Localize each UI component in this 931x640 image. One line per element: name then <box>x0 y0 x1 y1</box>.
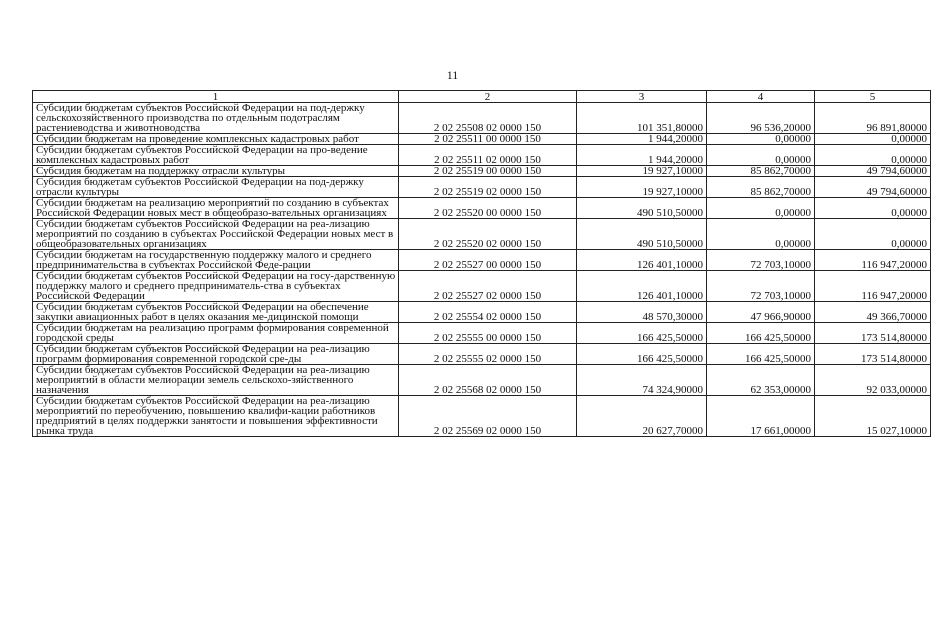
row-description: Субсидии бюджетам субъектов Российской Федерации на госу-дарственную поддержку малого и среднего предприниматель-ства в субъектах Российской Федерации <box>33 271 399 302</box>
row-description: Субсидии бюджетам на проведение комплексных кадастровых работ <box>33 134 399 145</box>
row-value-3: 101 351,80000 <box>577 103 707 134</box>
row-value-5: 0,00000 <box>815 145 931 166</box>
row-value-3: 48 570,30000 <box>577 302 707 323</box>
table-row <box>33 103 931 134</box>
page-number: 11 <box>446 68 459 82</box>
row-value-3: 490 510,50000 <box>577 219 707 250</box>
row-value-3: 126 401,10000 <box>577 250 707 271</box>
row-value-5: 173 514,80000 <box>815 323 931 344</box>
row-value-4: 166 425,50000 <box>707 344 815 365</box>
table-row <box>33 219 931 250</box>
row-value-3: 19 927,10000 <box>577 177 707 198</box>
row-value-4: 0,00000 <box>707 198 815 219</box>
table-row <box>33 396 931 437</box>
row-value-4: 72 703,10000 <box>707 250 815 271</box>
table-row <box>33 323 931 344</box>
table-row <box>33 302 931 323</box>
header-cell-1: 1 <box>33 91 399 103</box>
row-description: Субсидии бюджетам субъектов Российской Федерации на обеспечение закупки авиационных работ в целях оказания ме-дицинской помощи <box>33 302 399 323</box>
row-code: 2 02 25555 02 0000 150 <box>399 344 577 365</box>
row-description: Субсидии бюджетам на государственную поддержку малого и среднего предпринимательства в субъектах Российской Феде-рации <box>33 250 399 271</box>
row-value-4: 166 425,50000 <box>707 323 815 344</box>
row-description: Субсидии бюджетам субъектов Российской Федерации на реа-лизацию мероприятий по переобучению, повышению квалифи-кации работников предприятий в целях поддержки занятости и повышения эффективности рынка труда <box>33 396 399 437</box>
row-description: Субсидия бюджетам субъектов Российской Федерации на под-держку отрасли культуры <box>33 177 399 198</box>
row-value-4: 47 966,90000 <box>707 302 815 323</box>
table-row <box>33 365 931 396</box>
row-code: 2 02 25569 02 0000 150 <box>399 396 577 437</box>
table-row <box>33 271 931 302</box>
row-value-4: 0,00000 <box>707 219 815 250</box>
row-value-3: 1 944,20000 <box>577 134 707 145</box>
table-row <box>33 145 931 166</box>
row-value-3: 20 627,70000 <box>577 396 707 437</box>
row-value-4: 96 536,20000 <box>707 103 815 134</box>
row-value-5: 49 794,60000 <box>815 177 931 198</box>
header-cell-5: 5 <box>815 91 931 103</box>
row-value-3: 19 927,10000 <box>577 166 707 177</box>
row-value-5: 0,00000 <box>815 219 931 250</box>
row-value-5: 0,00000 <box>815 134 931 145</box>
row-value-5: 116 947,20000 <box>815 271 931 302</box>
row-code: 2 02 25511 00 0000 150 <box>399 134 577 145</box>
row-value-4: 62 353,00000 <box>707 365 815 396</box>
row-value-5: 173 514,80000 <box>815 344 931 365</box>
row-value-3: 1 944,20000 <box>577 145 707 166</box>
row-value-3: 74 324,90000 <box>577 365 707 396</box>
table-row <box>33 250 931 271</box>
table-row <box>33 166 931 177</box>
row-description: Субсидии бюджетам субъектов Российской Федерации на реа-лизацию мероприятий по созданию в субъектах Российской Федерации новых мест в общеобразовательных организациях <box>33 219 399 250</box>
row-value-5: 116 947,20000 <box>815 250 931 271</box>
header-cell-4: 4 <box>707 91 815 103</box>
row-code: 2 02 25519 02 0000 150 <box>399 177 577 198</box>
row-code: 2 02 25527 02 0000 150 <box>399 271 577 302</box>
row-description: Субсидии бюджетам субъектов Российской Федерации на под-держку сельскохозяйственного производства по отдельным подотраслям растениеводства и животноводства <box>33 103 399 134</box>
row-description: Субсидия бюджетам на поддержку отрасли культуры <box>33 166 399 177</box>
row-value-4: 17 661,00000 <box>707 396 815 437</box>
row-description: Субсидии бюджетам на реализацию мероприятий по созданию в субъектах Российской Федерации новых мест в общеобразо-вательных организациях <box>33 198 399 219</box>
row-value-5: 92 033,00000 <box>815 365 931 396</box>
row-value-3: 166 425,50000 <box>577 344 707 365</box>
row-value-5: 96 891,80000 <box>815 103 931 134</box>
row-code: 2 02 25519 00 0000 150 <box>399 166 577 177</box>
row-code: 2 02 25527 00 0000 150 <box>399 250 577 271</box>
row-code: 2 02 25520 00 0000 150 <box>399 198 577 219</box>
budget-table <box>32 90 931 437</box>
row-value-4: 85 862,70000 <box>707 177 815 198</box>
row-value-5: 0,00000 <box>815 198 931 219</box>
row-value-5: 15 027,10000 <box>815 396 931 437</box>
table-row <box>33 198 931 219</box>
row-description: Субсидии бюджетам субъектов Российской Федерации на про-ведение комплексных кадастровых работ <box>33 145 399 166</box>
row-code: 2 02 25555 00 0000 150 <box>399 323 577 344</box>
row-value-3: 490 510,50000 <box>577 198 707 219</box>
header-cell-2: 2 <box>399 91 577 103</box>
row-value-3: 166 425,50000 <box>577 323 707 344</box>
row-value-5: 49 794,60000 <box>815 166 931 177</box>
row-code: 2 02 25511 02 0000 150 <box>399 145 577 166</box>
table-row <box>33 134 931 145</box>
row-value-4: 0,00000 <box>707 145 815 166</box>
row-description: Субсидии бюджетам субъектов Российской Федерации на реа-лизацию программ формирования современной городской сре-ды <box>33 344 399 365</box>
row-value-3: 126 401,10000 <box>577 271 707 302</box>
header-cell-3: 3 <box>577 91 707 103</box>
row-code: 2 02 25554 02 0000 150 <box>399 302 577 323</box>
row-description: Субсидии бюджетам на реализацию программ формирования современной городской среды <box>33 323 399 344</box>
row-value-4: 85 862,70000 <box>707 166 815 177</box>
row-code: 2 02 25520 02 0000 150 <box>399 219 577 250</box>
row-value-4: 72 703,10000 <box>707 271 815 302</box>
row-value-5: 49 366,70000 <box>815 302 931 323</box>
row-value-4: 0,00000 <box>707 134 815 145</box>
table-row <box>33 344 931 365</box>
row-code: 2 02 25508 02 0000 150 <box>399 103 577 134</box>
table-row <box>33 177 931 198</box>
header-row <box>33 91 931 103</box>
row-description: Субсидии бюджетам субъектов Российской Федерации на реа-лизацию мероприятий в области мелиорации земель сельскохо-зяйственного назначения <box>33 365 399 396</box>
row-code: 2 02 25568 02 0000 150 <box>399 365 577 396</box>
